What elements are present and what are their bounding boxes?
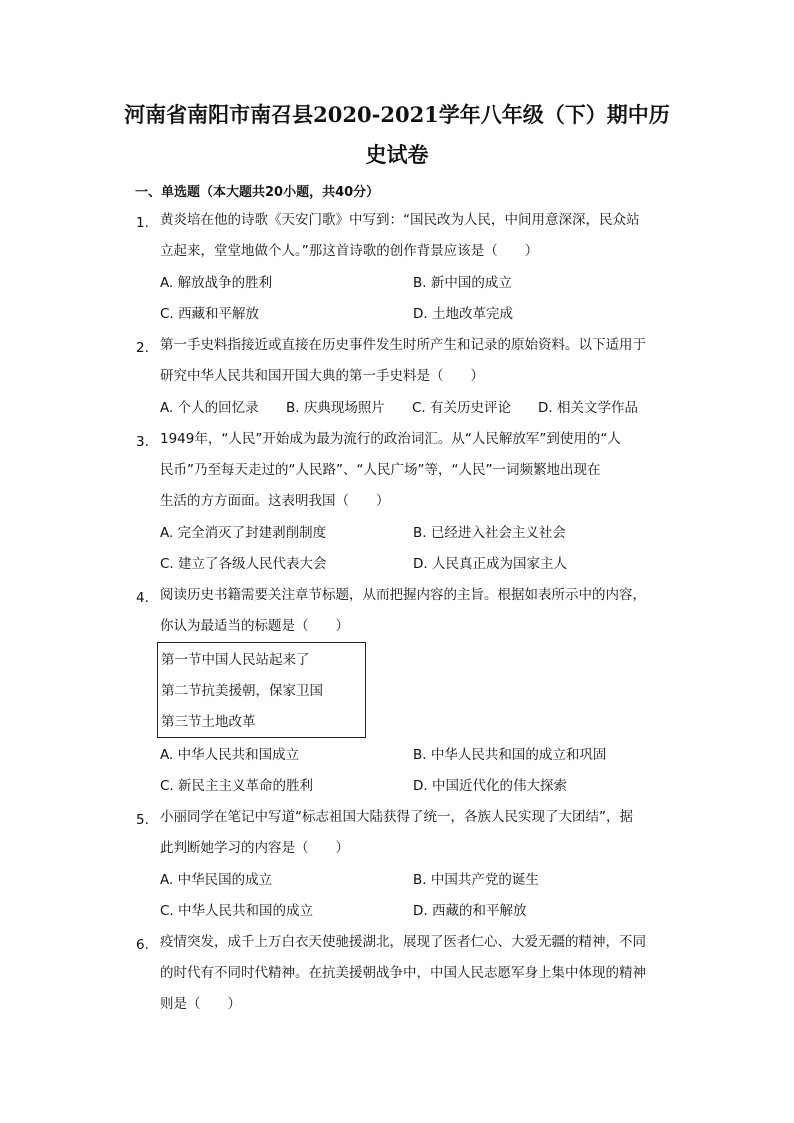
table-row: 第一节中国人民站起来了 (161, 652, 310, 668)
question-text: 黄炎培在他的诗歌《天安门歌》中写到：“国民改为人民，中间用意深深，民众站 (160, 212, 640, 228)
question-number: 4. (136, 590, 149, 606)
option-c[interactable]: C. 建立了各级人民代表大会 (160, 556, 327, 572)
option-a[interactable]: A. 个人的回忆录 (160, 400, 259, 416)
question-text: 阅读历史书籍需要关注章节标题，从而把握内容的主旨。根据如表所示中的内容， (160, 587, 646, 603)
option-d[interactable]: D. 人民真正成为国家主人 (413, 556, 567, 572)
question-text: 民币”乃至每天走过的“人民路”、“人民广场”等，“人民”一词频繁地出现在 (160, 462, 601, 478)
question-text: 生活的方方面面。这表明我国（ ） (160, 493, 390, 509)
option-d[interactable]: D. 相关文学作品 (538, 400, 638, 416)
question-text: 则是（ ） (160, 996, 241, 1012)
option-d[interactable]: D. 西藏的和平解放 (413, 903, 527, 919)
question-text: 研究中华人民共和国开国大典的第一手史料是（ ） (160, 368, 484, 384)
option-d[interactable]: D. 中国近代化的伟大探索 (413, 778, 567, 794)
exam-title-line2: 史试卷 (365, 142, 429, 167)
exam-title-line1: 河南省南阳市南召县2020-2021学年八年级（下）期中历 (124, 102, 670, 127)
question-text: 1949年，“人民”开始成为最为流行的政治词汇。从“人民解放军”到使用的“人 (160, 431, 621, 447)
chapter-table (157, 642, 366, 738)
option-c[interactable]: C. 新民主主义革命的胜利 (160, 778, 314, 794)
question-text: 第一手史料指接近或直接在历史事件发生时所产生和记录的原始资料。以下适用于 (160, 337, 646, 353)
question-number: 5. (136, 812, 149, 828)
option-a[interactable]: A. 中华民国的成立 (160, 872, 273, 888)
question-text: 此判断她学习的内容是（ ） (160, 840, 349, 856)
question-number: 3. (136, 434, 149, 450)
table-row: 第二节抗美援朝，保家卫国 (161, 683, 323, 699)
question-text: 的时代有不同时代精神。在抗美援朝战争中，中国人民志愿军身上集中体现的精神 (160, 965, 646, 981)
question-text: 疫情突发，成千上万白衣天使驰援湖北，展现了医者仁心、大爱无疆的精神，不同 (160, 934, 646, 950)
option-c[interactable]: C. 西藏和平解放 (160, 306, 260, 322)
option-a[interactable]: A. 中华人民共和国成立 (160, 747, 300, 763)
question-text: 小丽同学在笔记中写道“标志祖国大陆获得了统一，各族人民实现了大团结”，据 (160, 809, 633, 825)
table-row: 第三节土地改革 (161, 714, 256, 730)
option-b[interactable]: B. 新中国的成立 (413, 275, 512, 291)
option-b[interactable]: B. 中国共产党的诞生 (413, 872, 539, 888)
option-a[interactable]: A. 解放战争的胜利 (160, 275, 273, 291)
question-text: 你认为最适当的标题是（ ） (160, 618, 349, 634)
question-number: 2. (136, 340, 149, 356)
option-b[interactable]: B. 庆典现场照片 (286, 400, 385, 416)
option-a[interactable]: A. 完全消灭了封建剥削制度 (160, 525, 327, 541)
question-number: 6. (136, 937, 149, 953)
section-heading: 一、单选题（本大题共20小题，共40分） (135, 185, 380, 200)
question-number: 1. (136, 215, 149, 231)
option-b[interactable]: B. 中华人民共和国的成立和巩固 (413, 747, 607, 763)
option-c[interactable]: C. 中华人民共和国的成立 (160, 903, 314, 919)
option-c[interactable]: C. 有关历史评论 (412, 400, 512, 416)
question-text: 立起来，堂堂地做个人。”那这首诗歌的创作背景应该是（ ） (160, 243, 539, 259)
option-d[interactable]: D. 土地改革完成 (413, 306, 513, 322)
option-b[interactable]: B. 已经进入社会主义社会 (413, 525, 566, 541)
